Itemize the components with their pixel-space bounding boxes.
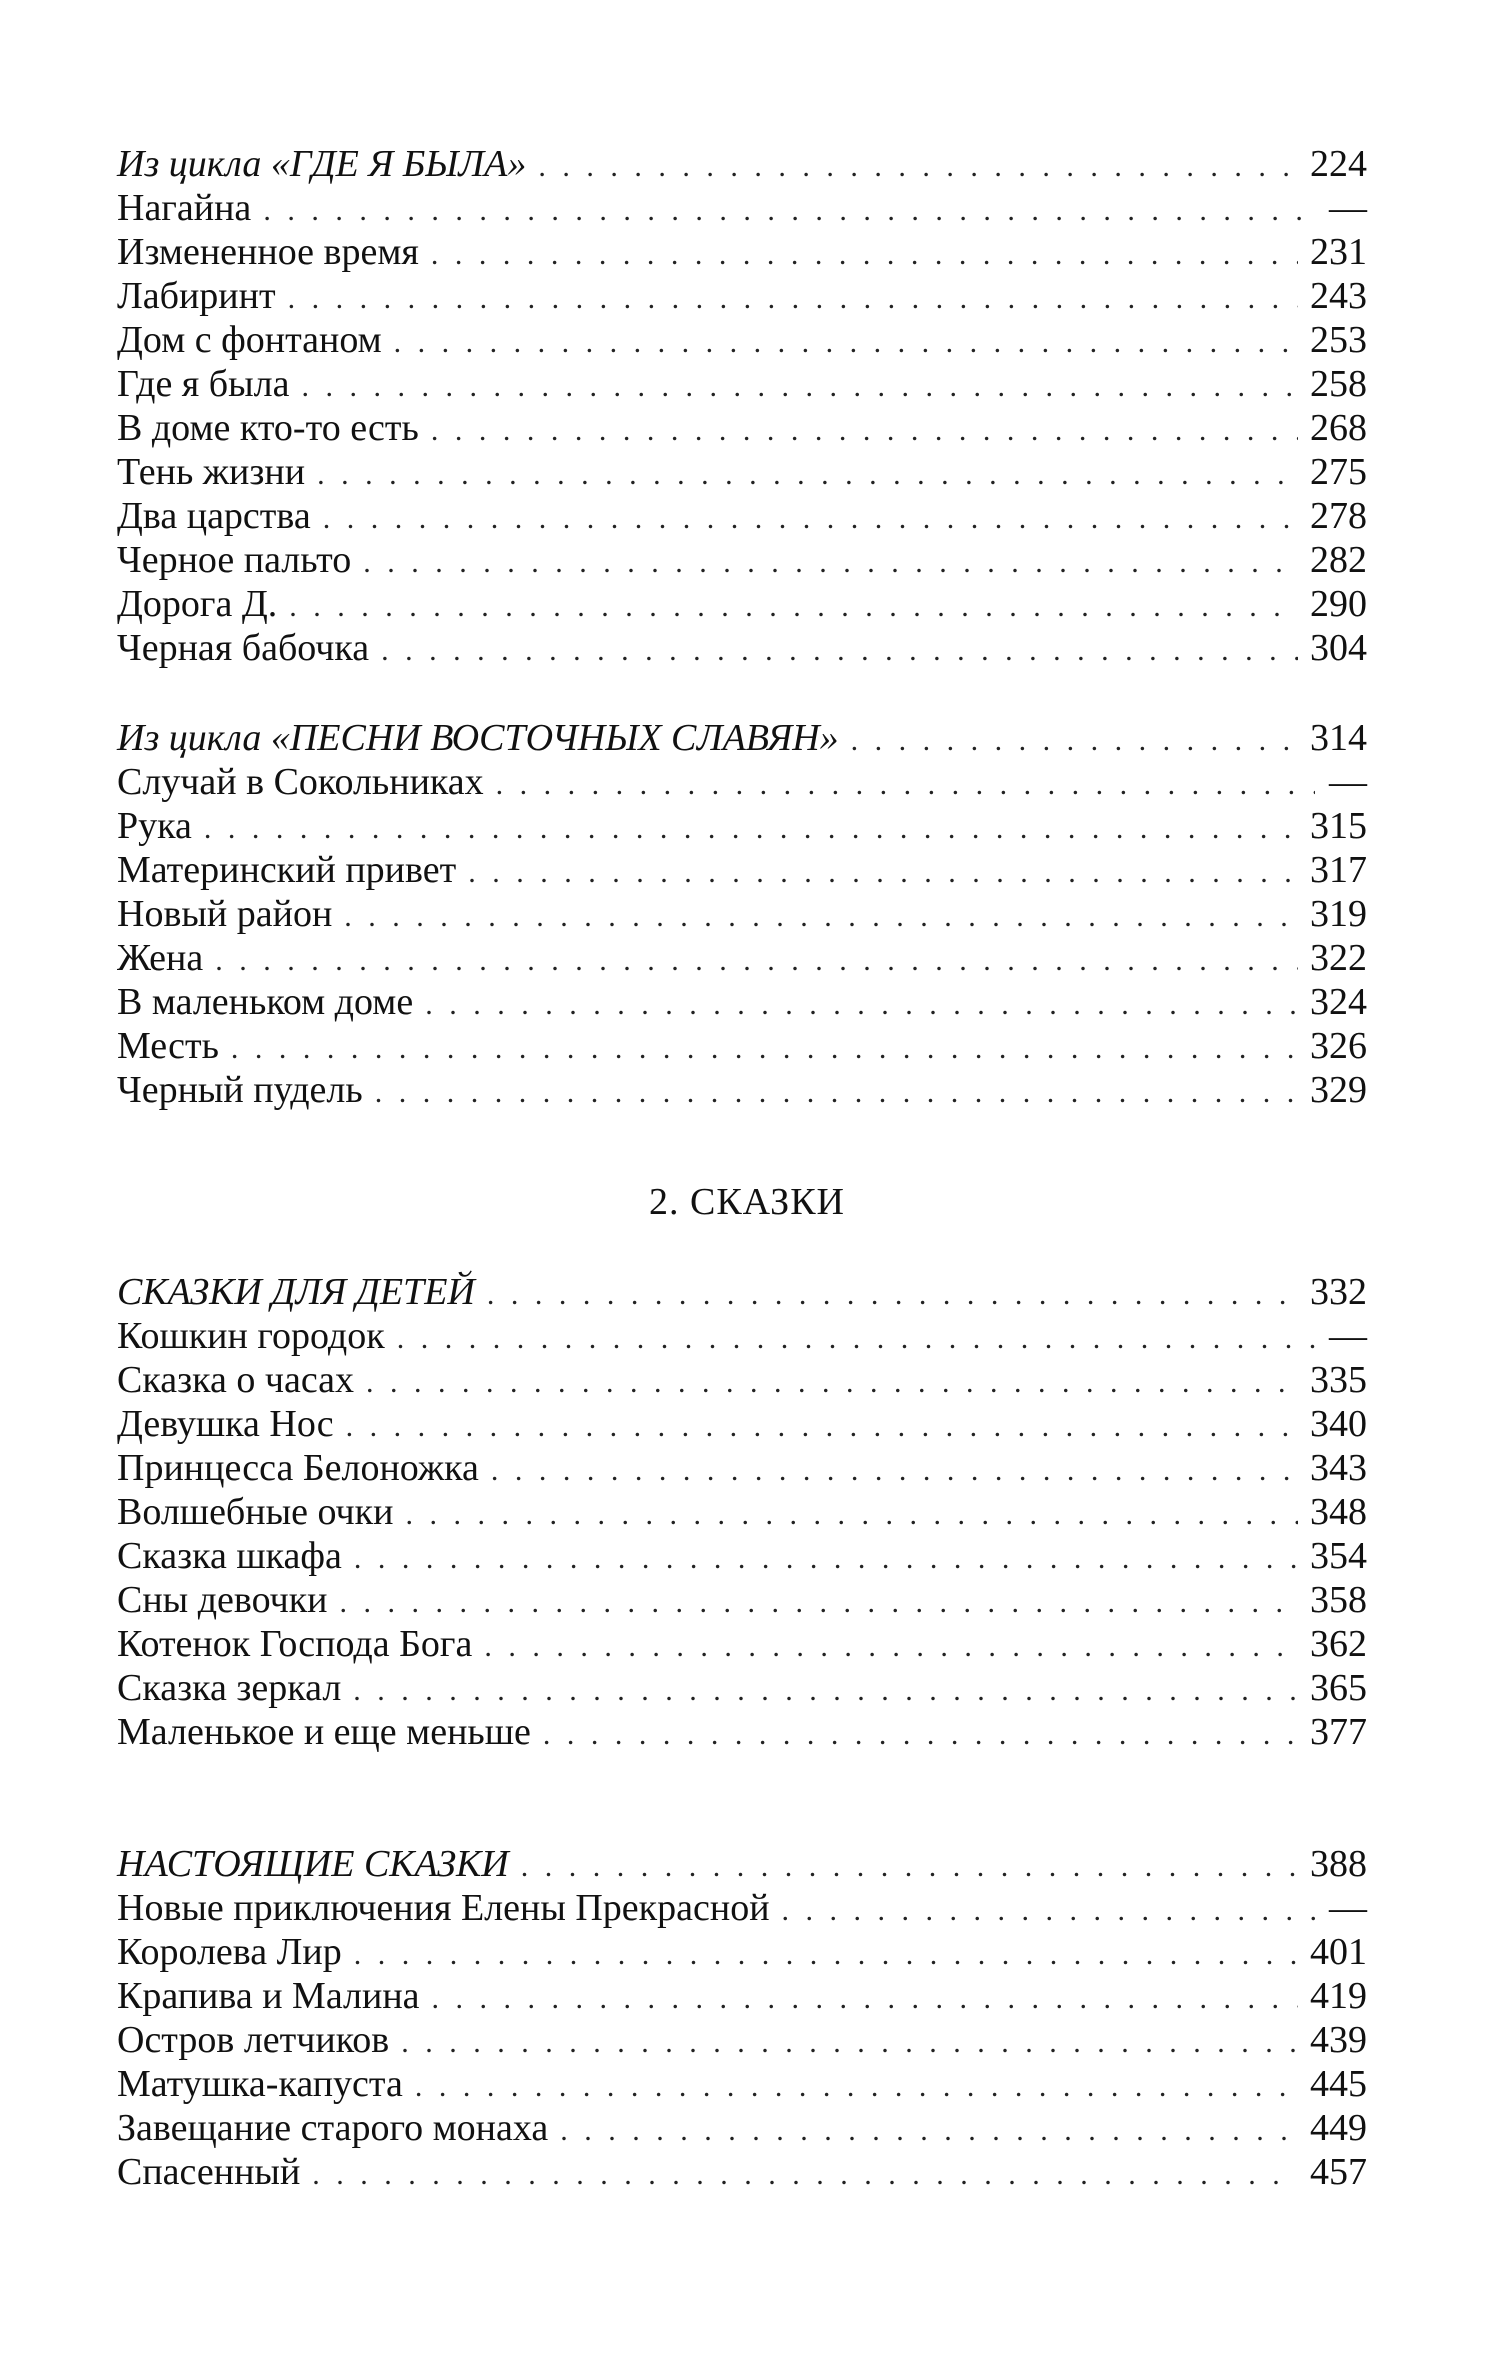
toc-entry bbox=[117, 318, 1367, 362]
toc-entry-title: Материнский привет bbox=[117, 849, 457, 891]
toc-entry-page: 419 bbox=[1310, 1975, 1367, 2017]
dot-leader bbox=[431, 233, 1298, 277]
toc-entry-title: Нагайна bbox=[117, 187, 252, 229]
toc-entry-page: 278 bbox=[1310, 495, 1367, 537]
toc-entry bbox=[117, 1024, 1367, 1068]
toc-entry-title: Кошкин городок bbox=[117, 1315, 385, 1357]
toc-entry bbox=[117, 760, 1367, 804]
toc-entry-title: Дом с фонтаном bbox=[117, 319, 382, 361]
dot-leader bbox=[432, 1977, 1298, 2021]
toc-heading-title: НАСТОЯЩИЕ СКАЗКИ bbox=[117, 1843, 509, 1885]
toc-entry-title: Сказка шкафа bbox=[117, 1535, 342, 1577]
toc-entry-title: Новые приключения Елены Прекрасной bbox=[117, 1887, 770, 1929]
toc-entry-page: 326 bbox=[1310, 1025, 1367, 1067]
toc-entry bbox=[117, 538, 1367, 582]
toc-heading-title: Из цикла «ГДЕ Я БЫЛА» bbox=[117, 143, 527, 185]
dot-leader bbox=[397, 1317, 1315, 1361]
toc-entry bbox=[117, 1974, 1367, 2018]
toc-entry-page: — bbox=[1329, 1315, 1367, 1357]
toc-entry-page: 304 bbox=[1310, 627, 1367, 669]
dot-leader bbox=[317, 453, 1298, 497]
toc-entry-title: Матушка-капуста bbox=[117, 2063, 403, 2105]
toc-entry-title: Измененное время bbox=[117, 231, 419, 273]
toc-section-heading bbox=[117, 1270, 1367, 1314]
toc-entry-title: Два царства bbox=[117, 495, 311, 537]
toc-entry-title: Принцесса Белоножка bbox=[117, 1447, 479, 1489]
toc-entry-title: В маленьком доме bbox=[117, 981, 414, 1023]
dot-leader bbox=[851, 719, 1298, 763]
toc-entry bbox=[117, 626, 1367, 670]
toc-entry bbox=[117, 186, 1367, 230]
toc-entry-title: Тень жизни bbox=[117, 451, 306, 493]
toc-entry-page: 348 bbox=[1310, 1491, 1367, 1533]
toc-entry-page: — bbox=[1329, 1887, 1367, 1929]
toc-entry-title: Сказка о часах bbox=[117, 1359, 355, 1401]
toc-entry bbox=[117, 2150, 1367, 2194]
dot-leader bbox=[346, 1405, 1298, 1449]
toc-entry-title: Где я была bbox=[117, 363, 290, 405]
toc-entry-page: 243 bbox=[1310, 275, 1367, 317]
dot-leader bbox=[538, 145, 1298, 189]
dot-leader bbox=[375, 1071, 1298, 1115]
dot-leader bbox=[401, 2021, 1298, 2065]
toc-entry bbox=[117, 230, 1367, 274]
toc-entry-page: 268 bbox=[1310, 407, 1367, 449]
toc-entry-page: 258 bbox=[1310, 363, 1367, 405]
dot-leader bbox=[491, 1449, 1298, 1493]
dot-leader bbox=[381, 629, 1298, 673]
toc-heading-page: 388 bbox=[1310, 1843, 1367, 1885]
dot-leader bbox=[344, 895, 1298, 939]
toc-section-heading bbox=[117, 1842, 1367, 1886]
dot-leader bbox=[415, 2065, 1298, 2109]
dot-leader bbox=[521, 1845, 1298, 1889]
toc-entry-page: 377 bbox=[1310, 1711, 1367, 1753]
toc-entry-page: 322 bbox=[1310, 937, 1367, 979]
dot-leader bbox=[431, 409, 1298, 453]
toc-entry-title: Черная бабочка bbox=[117, 627, 370, 669]
toc-entry-page: 290 bbox=[1310, 583, 1367, 625]
dot-leader bbox=[560, 2109, 1298, 2153]
dot-leader bbox=[487, 1273, 1298, 1317]
toc-entry bbox=[117, 1930, 1367, 1974]
toc-entry bbox=[117, 848, 1367, 892]
toc-section-heading bbox=[117, 716, 1367, 760]
toc-entry-page: 365 bbox=[1310, 1667, 1367, 1709]
toc-entry bbox=[117, 1402, 1367, 1446]
toc-entry bbox=[117, 1314, 1367, 1358]
toc-entry bbox=[117, 1446, 1367, 1490]
toc-entry-page: 340 bbox=[1310, 1403, 1367, 1445]
toc-entry bbox=[117, 494, 1367, 538]
toc-heading-title: СКАЗКИ ДЛЯ ДЕТЕЙ bbox=[117, 1271, 475, 1313]
dot-leader bbox=[263, 189, 1315, 233]
dot-leader bbox=[289, 585, 1298, 629]
toc-entry bbox=[117, 1490, 1367, 1534]
dot-leader bbox=[215, 939, 1298, 983]
dot-leader bbox=[354, 1537, 1298, 1581]
toc-entry-title: Королева Лир bbox=[117, 1931, 342, 1973]
toc-section-heading bbox=[117, 142, 1367, 186]
toc-entry-title: Лабиринт bbox=[117, 275, 276, 317]
toc-entry-page: 358 bbox=[1310, 1579, 1367, 1621]
toc-entry-page: 343 bbox=[1310, 1447, 1367, 1489]
toc-entry bbox=[117, 1622, 1367, 1666]
toc-entry-title: Жена bbox=[117, 937, 204, 979]
dot-leader bbox=[204, 807, 1298, 851]
toc-entry bbox=[117, 582, 1367, 626]
toc-section-skazki-dlya-detey bbox=[117, 1270, 1367, 1754]
dot-leader bbox=[363, 541, 1298, 585]
dot-leader bbox=[340, 1581, 1298, 1625]
toc-entry-title: Черный пудель bbox=[117, 1069, 363, 1111]
toc-entry-title: Черное пальто bbox=[117, 539, 352, 581]
dot-leader bbox=[484, 1625, 1298, 1669]
toc-entry bbox=[117, 2106, 1367, 2150]
toc-entry bbox=[117, 1710, 1367, 1754]
toc-entry-page: 253 bbox=[1310, 319, 1367, 361]
toc-entry bbox=[117, 450, 1367, 494]
part-title: 2. СКАЗКИ bbox=[648, 1181, 845, 1223]
toc-entry-title: Рука bbox=[117, 805, 192, 847]
toc-entry bbox=[117, 1358, 1367, 1402]
dot-leader bbox=[394, 321, 1298, 365]
toc-entry-title: Остров летчиков bbox=[117, 2019, 390, 2061]
toc-section-gde-ya-byla bbox=[117, 142, 1367, 670]
toc-entry bbox=[117, 2062, 1367, 2106]
toc-entry bbox=[117, 1068, 1367, 1112]
toc-entry bbox=[117, 804, 1367, 848]
toc-entry-page: 445 bbox=[1310, 2063, 1367, 2105]
toc-entry-title: Месть bbox=[117, 1025, 219, 1067]
toc-entry-page: 329 bbox=[1310, 1069, 1367, 1111]
toc-entry-page: 401 bbox=[1310, 1931, 1367, 1973]
toc-entry-title: Крапива и Малина bbox=[117, 1975, 420, 2017]
toc-section-pesni-vostochnyh-slavyan bbox=[117, 716, 1367, 1112]
toc-entry bbox=[117, 1534, 1367, 1578]
dot-leader bbox=[782, 1889, 1315, 1933]
toc-entry bbox=[117, 1578, 1367, 1622]
toc-entry bbox=[117, 274, 1367, 318]
dot-leader bbox=[496, 763, 1315, 807]
toc-entry bbox=[117, 980, 1367, 1024]
dot-leader bbox=[354, 1933, 1298, 1977]
toc-entry-page: 354 bbox=[1310, 1535, 1367, 1577]
toc-entry-page: 335 bbox=[1310, 1359, 1367, 1401]
toc-entry-page: 275 bbox=[1310, 451, 1367, 493]
toc-entry-page: 449 bbox=[1310, 2107, 1367, 2149]
dot-leader bbox=[425, 983, 1298, 1027]
toc-entry-page: 439 bbox=[1310, 2019, 1367, 2061]
toc-entry-title: Волшебные очки bbox=[117, 1491, 394, 1533]
toc-entry-page: 231 bbox=[1310, 231, 1367, 273]
toc-entry-page: — bbox=[1329, 761, 1367, 803]
dot-leader bbox=[323, 497, 1298, 541]
toc-entry-page: 315 bbox=[1310, 805, 1367, 847]
toc-entry-title: Дорога Д. bbox=[117, 583, 278, 625]
toc-section-nastoyashchie-skazki bbox=[117, 1842, 1367, 2194]
toc-entry-page: 324 bbox=[1310, 981, 1367, 1023]
toc-entry-title: Завещание старого монаха bbox=[117, 2107, 549, 2149]
toc-entry-page: — bbox=[1329, 187, 1367, 229]
dot-leader bbox=[312, 2153, 1298, 2197]
toc-entry-title: Случай в Сокольниках bbox=[117, 761, 484, 803]
toc-heading-page: 332 bbox=[1310, 1271, 1367, 1313]
toc-entry-page: 319 bbox=[1310, 893, 1367, 935]
dot-leader bbox=[231, 1027, 1298, 1071]
toc-heading-page: 314 bbox=[1310, 717, 1367, 759]
toc-entry-page: 457 bbox=[1310, 2151, 1367, 2193]
toc-entry-page: 362 bbox=[1310, 1623, 1367, 1665]
toc-heading-page: 224 bbox=[1310, 143, 1367, 185]
toc-entry bbox=[117, 2018, 1367, 2062]
dot-leader bbox=[366, 1361, 1298, 1405]
toc-entry-title: Котенок Господа Бога bbox=[117, 1623, 473, 1665]
dot-leader bbox=[405, 1493, 1298, 1537]
toc-entry-title: Сказка зеркал bbox=[117, 1667, 342, 1709]
dot-leader bbox=[468, 851, 1298, 895]
toc-entry-title: Новый район bbox=[117, 893, 333, 935]
toc-entry bbox=[117, 406, 1367, 450]
dot-leader bbox=[543, 1713, 1298, 1757]
toc-entry bbox=[117, 1886, 1367, 1930]
toc-entry bbox=[117, 1666, 1367, 1710]
toc-entry bbox=[117, 892, 1367, 936]
toc-entry-title: Сны девочки bbox=[117, 1579, 328, 1621]
toc-entry-title: В доме кто-то есть bbox=[117, 407, 419, 449]
toc-entry-title: Маленькое и еще меньше bbox=[117, 1711, 531, 1753]
toc-entry-title: Девушка Нос bbox=[117, 1403, 334, 1445]
toc-entry-title: Спасенный bbox=[117, 2151, 301, 2193]
toc-entry bbox=[117, 936, 1367, 980]
toc-entry-page: 282 bbox=[1310, 539, 1367, 581]
dot-leader bbox=[353, 1669, 1298, 1713]
toc-entry bbox=[117, 362, 1367, 406]
dot-leader bbox=[301, 365, 1298, 409]
toc-heading-title: Из цикла «ПЕСНИ ВОСТОЧНЫХ СЛАВЯН» bbox=[117, 717, 839, 759]
toc-entry-page: 317 bbox=[1310, 849, 1367, 891]
dot-leader bbox=[288, 277, 1298, 321]
